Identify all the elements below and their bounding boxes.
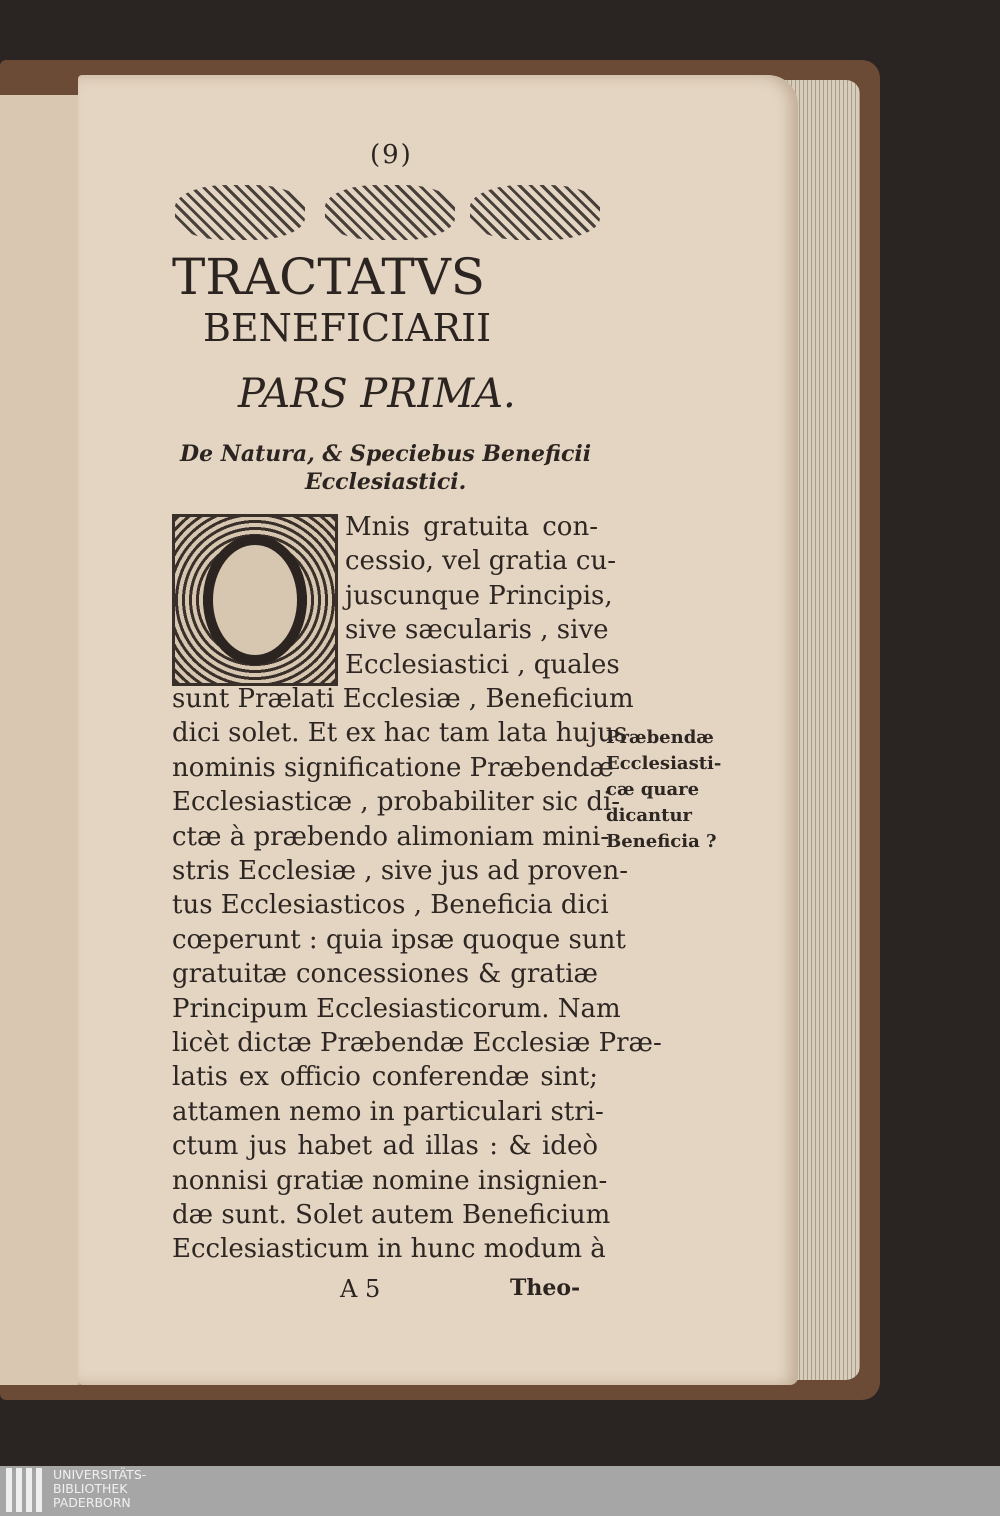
text-line: gratuitæ concessiones & gratiæ (172, 959, 598, 990)
chapter-heading: De Natura, & Speciebus Beneficii (180, 441, 592, 467)
text-line: licèt dictæ Præbendæ Ecclesiæ Præ- (172, 1028, 662, 1058)
text-line: sive sæcularis , sive (345, 615, 609, 646)
text-line: dæ sunt. Solet autem Beneficium (172, 1200, 611, 1230)
title-pars-prima: PARS PRIMA. (238, 371, 516, 417)
library-logo-text (53, 1468, 146, 1510)
margin-note-line: Præbendæ (606, 727, 714, 748)
logo-line: BIBLIOTHEK (53, 1481, 128, 1496)
footer-bar (0, 1466, 1000, 1516)
text-line: Ecclesiastici , quales (345, 649, 620, 680)
title-tractatus: TRACTATVS (172, 248, 486, 306)
text-line: Ecclesiasticum in hunc modum à (172, 1234, 606, 1265)
text-line: nonnisi gratiæ nomine insignien- (172, 1165, 608, 1196)
logo-line: UNIVERSITÄTS- (53, 1467, 147, 1482)
initial-letter (203, 535, 307, 665)
text-line: ctum jus habet ad illas : & ideò (172, 1131, 598, 1162)
logo-line: PADERBORN (53, 1495, 131, 1510)
text-line: nominis significatione Præbendæ (172, 752, 614, 783)
decorated-initial-o (172, 514, 338, 686)
text-line: stris Ecclesiæ , sive jus ad proven- (172, 856, 628, 886)
signature-mark: A 5 (340, 1275, 381, 1303)
catchword: Theo- (510, 1275, 581, 1301)
chapter-heading-cont: Ecclesiastici. (305, 469, 467, 495)
text-line: tus Ecclesiasticos , Beneficia dici (172, 890, 609, 921)
text-line: dici solet. Et ex hac tam lata hujus (172, 718, 628, 749)
text-line: ctæ à præbendo alimoniam mini- (172, 821, 610, 852)
text-line: Principum Ecclesiasticorum. Nam (172, 993, 621, 1024)
margin-note-line: cæ quare (606, 779, 700, 800)
text-line: Mnis gratuita con- (345, 512, 598, 542)
text-line: cessio, vel gratia cu- (345, 546, 616, 577)
margin-note-line: dicantur (606, 805, 693, 826)
margin-note-line: Beneficia ? (606, 831, 717, 852)
text-line: latis ex officio conferendæ sint; (172, 1062, 598, 1093)
margin-note-line: Ecclesiasti- (606, 753, 722, 774)
text-line: sunt Prælati Ecclesiæ , Beneficium (172, 684, 634, 714)
page-number: (9) (370, 140, 413, 170)
text-line: cœperunt : quia ipsæ quoque sunt (172, 924, 626, 955)
ornament-left (175, 185, 305, 240)
text-line: Ecclesiasticæ , probabiliter sic di- (172, 787, 621, 818)
ornament-right (470, 185, 600, 240)
title-beneficiarii: BENEFICIARII (203, 306, 492, 350)
library-logo-icon (6, 1468, 46, 1512)
left-page (0, 95, 80, 1385)
text-line: juscunque Principis, (345, 580, 613, 611)
text-line: attamen nemo in particulari stri- (172, 1096, 604, 1127)
ornament-center (325, 185, 455, 240)
